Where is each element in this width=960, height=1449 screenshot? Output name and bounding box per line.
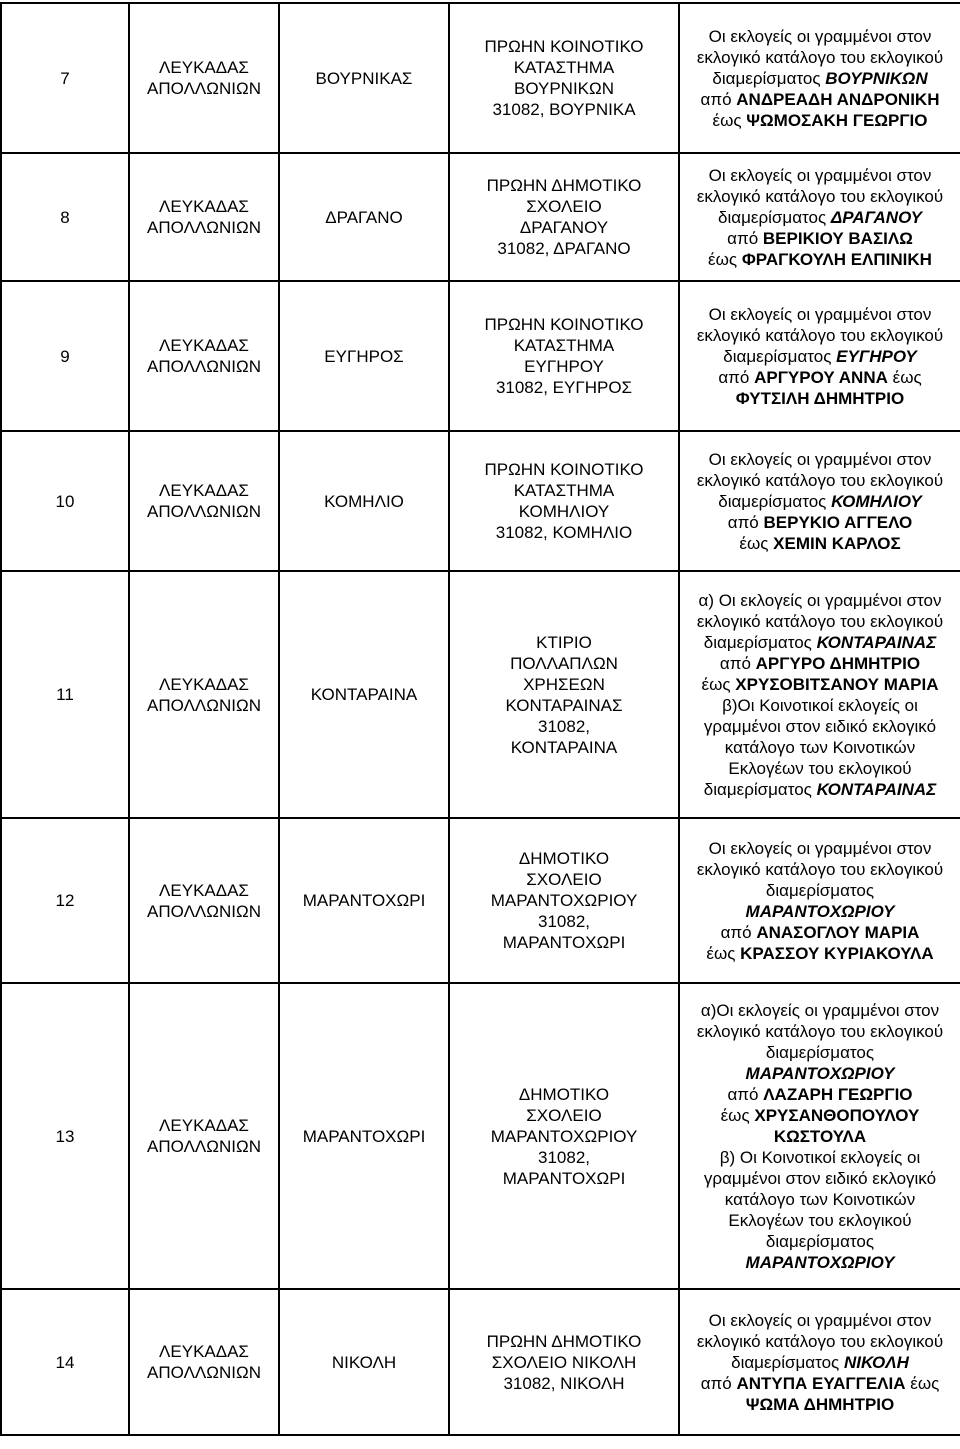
voters-line xyxy=(682,1210,958,1231)
voters-text: Εκλογέων του εκλογικού xyxy=(728,758,912,778)
municipality-line: ΑΠΟΛΛΩΝΙΩΝ xyxy=(147,218,261,237)
municipality-line: ΑΠΟΛΛΩΝΙΩΝ xyxy=(147,695,261,715)
voters-range-cell xyxy=(679,571,960,818)
voters-line xyxy=(682,1063,958,1084)
voters-text: διαμερίσματος xyxy=(765,1042,875,1062)
voters-text: έως xyxy=(720,1105,755,1125)
voters-highlight-text: ΚΩΣΤΟΥΛΑ xyxy=(773,1126,867,1146)
voters-line xyxy=(682,449,958,470)
polling-location-cell xyxy=(449,3,679,153)
municipality-cell xyxy=(129,431,279,571)
voters-line xyxy=(682,653,958,674)
location-line: ΚΟΝΤΑΡΑΙΝΑ xyxy=(510,737,618,757)
voters-highlight-text: ΚΟΝΤΑΡΑΙΝΑΣ xyxy=(816,632,937,652)
municipality-line: ΛΕΥΚΑΔΑΣ xyxy=(159,481,249,500)
voters-line xyxy=(682,388,958,409)
voters-line xyxy=(682,1252,958,1273)
location-line: ΧΡΗΣΕΩΝ xyxy=(523,674,605,694)
voters-text: έως xyxy=(708,249,742,269)
municipality-line: ΛΕΥΚΑΔΑΣ xyxy=(159,58,249,77)
voters-line xyxy=(682,1105,958,1126)
voters-highlight-text: ΦΥΤΣΙΛΗ ΔΗΜΗΤΡΙΟ xyxy=(735,388,905,408)
voters-line xyxy=(682,1147,958,1168)
voters-text: εκλογικό κατάλογο του εκλογικού xyxy=(696,1331,944,1351)
location-line: ΠΡΩΗΝ ΚΟΙΝΟΤΙΚΟ xyxy=(484,315,644,334)
location-line: ΜΑΡΑΝΤΟΧΩΡΙ xyxy=(502,933,626,952)
voters-text: από xyxy=(718,367,755,387)
voters-text: εκλογικό κατάλογο του εκλογικού xyxy=(696,325,944,345)
voters-highlight-text: ΑΝΑΣΟΓΛΟΥ ΜΑΡΙΑ xyxy=(756,922,920,942)
location-line: 31082, ΔΡΑΓΑΝΟ xyxy=(497,239,631,258)
location-line: ΜΑΡΑΝΤΟΧΩΡΙΟΥ xyxy=(490,891,638,910)
voters-text: διαμερίσματος xyxy=(712,68,826,88)
voters-highlight-text: ΒΟΥΡΝΙΚΩΝ xyxy=(825,68,928,88)
voters-line xyxy=(682,1168,958,1189)
voters-text: από xyxy=(727,1084,764,1104)
row-number: 13 xyxy=(1,983,129,1289)
voters-text: διαμερίσματος xyxy=(718,491,832,511)
voters-text: διαμερίσματος xyxy=(731,1352,844,1372)
voters-text: από xyxy=(719,653,756,673)
table-row xyxy=(1,153,960,281)
voters-line xyxy=(682,758,958,779)
location-line: ΚΟΜΗΛΙΟΥ xyxy=(518,502,610,521)
locality-cell: ΜΑΡΑΝΤΟΧΩΡΙ xyxy=(279,983,449,1289)
voters-text: έως xyxy=(739,533,774,553)
voters-text: κατάλογο των Κοινοτικών xyxy=(724,737,916,757)
table-row xyxy=(1,3,960,153)
polling-location-cell xyxy=(449,571,679,818)
row-number: 14 xyxy=(1,1289,129,1435)
location-line: ΠΡΩΗΝ ΔΗΜΟΤΙΚΟ xyxy=(486,176,642,195)
voters-highlight-text: ΕΥΓΗΡΟΥ xyxy=(836,346,917,366)
voters-line xyxy=(682,1126,958,1147)
voters-line xyxy=(682,1084,958,1105)
voters-text: γραμμένοι στον ειδικό εκλογικό xyxy=(703,1168,937,1188)
voters-line xyxy=(682,470,958,491)
locality-cell: ΕΥΓΗΡΟΣ xyxy=(279,281,449,431)
voters-line xyxy=(682,922,958,943)
polling-location-cell xyxy=(449,1289,679,1435)
voters-range-cell xyxy=(679,281,960,431)
voters-line xyxy=(682,26,958,47)
location-line: ΚΑΤΑΣΤΗΜΑ xyxy=(513,58,615,77)
voters-line xyxy=(682,674,958,695)
voters-range-cell xyxy=(679,983,960,1289)
voters-line xyxy=(682,716,958,737)
voters-text: έως xyxy=(706,943,741,963)
voters-range-cell xyxy=(679,431,960,571)
voters-line xyxy=(682,533,958,554)
voters-line xyxy=(682,47,958,68)
location-line: 31082, ΒΟΥΡΝΙΚΑ xyxy=(492,100,636,119)
voters-text: Οι εκλογείς οι γραμμένοι στον xyxy=(708,838,932,858)
voters-text: από xyxy=(700,89,737,109)
polling-location-cell xyxy=(449,281,679,431)
voters-highlight-text: ΨΩΜΟΣΑΚΗ ΓΕΩΡΓΙΟ xyxy=(746,110,928,130)
voters-line xyxy=(682,1000,958,1021)
voters-line xyxy=(682,1310,958,1331)
voters-line xyxy=(682,1231,958,1252)
location-line: 31082, xyxy=(538,1147,590,1167)
voters-line xyxy=(682,779,958,800)
voters-text: α) Οι εκλογείς οι γραμμένοι στον xyxy=(698,590,942,610)
locality-cell: ΒΟΥΡΝΙΚΑΣ xyxy=(279,3,449,153)
municipality-cell xyxy=(129,818,279,983)
voters-text: έως xyxy=(887,367,922,387)
polling-location-cell xyxy=(449,818,679,983)
location-line: ΚΤΙΡΙΟ xyxy=(536,632,592,652)
location-line: 31082, ΝΙΚΟΛΗ xyxy=(503,1373,625,1393)
locality-cell: ΚΟΝΤΑΡΑΙΝΑ xyxy=(279,571,449,818)
voters-text: έως xyxy=(701,674,736,694)
voters-text: έως xyxy=(905,1373,940,1393)
voters-text: διαμερίσματος xyxy=(703,779,817,799)
voters-text: εκλογικό κατάλογο του εκλογικού xyxy=(696,611,944,631)
voters-line xyxy=(682,1373,958,1394)
voters-highlight-text: ΦΡΑΓΚΟΥΛΗ ΕΛΠΙΝΙΚΗ xyxy=(741,249,932,269)
voters-text: διαμερίσματος xyxy=(765,880,875,900)
municipality-line: ΑΠΟΛΛΩΝΙΩΝ xyxy=(147,79,261,98)
voters-text: β)Οι Κοινοτικοί εκλογείς οι xyxy=(722,695,918,715)
polling-stations-table xyxy=(0,2,960,1436)
locality-cell: ΜΑΡΑΝΤΟΧΩΡΙ xyxy=(279,818,449,983)
municipality-line: ΛΕΥΚΑΔΑΣ xyxy=(159,1116,249,1135)
voters-highlight-text: ΜΑΡΑΝΤΟΧΩΡΙΟΥ xyxy=(745,901,895,921)
voters-line xyxy=(682,165,958,186)
voters-line xyxy=(682,186,958,207)
polling-location-cell xyxy=(449,983,679,1289)
voters-highlight-text: ΑΡΓΥΡΟΥ ΑΝΝΑ xyxy=(754,367,888,387)
voters-line xyxy=(682,228,958,249)
voters-text: από xyxy=(720,922,757,942)
voters-text: διαμερίσματος xyxy=(703,632,817,652)
voters-highlight-text: ΧΡΥΣΟΒΙΤΣΑΝΟΥ ΜΑΡΙΑ xyxy=(735,674,939,694)
municipality-cell xyxy=(129,281,279,431)
voters-line xyxy=(682,859,958,880)
municipality-cell xyxy=(129,571,279,818)
location-line: ΚΑΤΑΣΤΗΜΑ xyxy=(513,481,615,500)
voters-highlight-text: ΧΕΜΙΝ ΚΑΡΛΟΣ xyxy=(773,533,901,553)
voters-highlight-text: ΚΡΑΣΣΟΥ ΚΥΡΙΑΚΟΥΛΑ xyxy=(740,943,934,963)
location-line: ΠΡΩΗΝ ΚΟΙΝΟΤΙΚΟ xyxy=(484,460,644,479)
voters-line xyxy=(682,1394,958,1415)
location-line: ΣΧΟΛΕΙΟ xyxy=(526,197,602,216)
voters-text: Εκλογέων του εκλογικού xyxy=(728,1210,912,1230)
location-line: 31082, ΕΥΓΗΡΟΣ xyxy=(495,378,633,397)
table-row xyxy=(1,571,960,818)
voters-text: εκλογικό κατάλογο του εκλογικού xyxy=(696,470,944,490)
voters-line xyxy=(682,68,958,89)
municipality-cell xyxy=(129,153,279,281)
location-line: 31082, ΚΟΜΗΛΙΟ xyxy=(495,523,633,542)
location-line: ΕΥΓΗΡΟΥ xyxy=(524,357,604,376)
voters-line xyxy=(682,1331,958,1352)
locality-cell: ΚΟΜΗΛΙΟ xyxy=(279,431,449,571)
location-line: ΚΟΝΤΑΡΑΙΝΑΣ xyxy=(505,695,623,715)
voters-text: διαμερίσματος xyxy=(718,207,831,227)
table-row xyxy=(1,431,960,571)
voters-highlight-text: ΧΡΥΣΑΝΘΟΠΟΥΛΟΥ xyxy=(754,1105,920,1125)
locality-cell: ΝΙΚΟΛΗ xyxy=(279,1289,449,1435)
municipality-line: ΑΠΟΛΛΩΝΙΩΝ xyxy=(147,901,261,921)
row-number: 9 xyxy=(1,281,129,431)
voters-text: εκλογικό κατάλογο του εκλογικού xyxy=(696,1021,944,1041)
voters-highlight-text: ΜΑΡΑΝΤΟΧΩΡΙΟΥ xyxy=(745,1063,895,1083)
location-line: ΔΡΑΓΑΝΟΥ xyxy=(519,218,609,237)
voters-text: διαμερίσματος xyxy=(765,1231,875,1251)
voters-highlight-text: ΝΙΚΟΛΗ xyxy=(843,1352,909,1372)
voters-line xyxy=(682,346,958,367)
location-line: 31082, xyxy=(538,912,590,931)
polling-location-cell xyxy=(449,153,679,281)
voters-range-cell xyxy=(679,1289,960,1435)
location-line: ΠΡΩΗΝ ΚΟΙΝΟΤΙΚΟ xyxy=(484,37,644,56)
voters-highlight-text: ΑΝΤΥΠΑ ΕΥΑΓΓΕΛΙΑ xyxy=(736,1373,906,1393)
voters-text: α)Οι εκλογείς οι γραμμένοι στον xyxy=(700,1000,940,1020)
voters-line xyxy=(682,1352,958,1373)
voters-line xyxy=(682,1189,958,1210)
voters-text: κατάλογο των Κοινοτικών xyxy=(724,1189,916,1209)
location-line: ΔΗΜΟΤΙΚΟ xyxy=(518,1084,610,1104)
polling-location-cell xyxy=(449,431,679,571)
voters-line xyxy=(682,901,958,922)
voters-highlight-text: ΛΑΖΑΡΗ ΓΕΩΡΓΙΟ xyxy=(763,1084,913,1104)
municipality-line: ΛΕΥΚΑΔΑΣ xyxy=(159,674,249,694)
voters-text: έως xyxy=(712,110,747,130)
voters-line xyxy=(682,880,958,901)
row-number: 12 xyxy=(1,818,129,983)
voters-line xyxy=(682,491,958,512)
municipality-line: ΛΕΥΚΑΔΑΣ xyxy=(159,1342,249,1361)
voters-text: β) Οι Κοινοτικοί εκλογείς οι xyxy=(719,1147,921,1167)
voters-line xyxy=(682,367,958,388)
voters-line xyxy=(682,325,958,346)
table-row xyxy=(1,818,960,983)
voters-text: από xyxy=(700,1373,737,1393)
voters-highlight-text: ΚΟΝΤΑΡΑΙΝΑΣ xyxy=(816,779,937,799)
location-line: ΚΑΤΑΣΤΗΜΑ xyxy=(513,336,615,355)
location-line: ΠΡΩΗΝ ΔΗΜΟΤΙΚΟ xyxy=(486,1331,642,1351)
municipality-cell xyxy=(129,1289,279,1435)
row-number: 7 xyxy=(1,3,129,153)
voters-text: εκλογικό κατάλογο του εκλογικού xyxy=(696,859,944,879)
voters-text: Οι εκλογείς οι γραμμένοι στον xyxy=(708,165,932,185)
voters-line xyxy=(682,1042,958,1063)
voters-line xyxy=(682,611,958,632)
voters-line xyxy=(682,632,958,653)
voters-text: γραμμένοι στον ειδικό εκλογικό xyxy=(703,716,937,736)
voters-text: από xyxy=(727,228,763,248)
voters-line xyxy=(682,838,958,859)
voters-text: εκλογικό κατάλογο του εκλογικού xyxy=(696,186,944,206)
voters-text: εκλογικό κατάλογο του εκλογικού xyxy=(696,47,944,67)
voters-line xyxy=(682,737,958,758)
location-line: ΣΧΟΛΕΙΟ xyxy=(526,1105,602,1125)
location-line: ΜΑΡΑΝΤΟΧΩΡΙ xyxy=(502,1168,626,1188)
location-line: ΒΟΥΡΝΙΚΩΝ xyxy=(513,79,615,98)
voters-line xyxy=(682,207,958,228)
location-line: ΔΗΜΟΤΙΚΟ xyxy=(518,849,610,868)
voters-range-cell xyxy=(679,3,960,153)
voters-line xyxy=(682,590,958,611)
voters-text: διαμερίσματος xyxy=(723,346,837,366)
location-line: ΣΧΟΛΕΙΟ ΝΙΚΟΛΗ xyxy=(491,1352,637,1372)
voters-line xyxy=(682,249,958,270)
voters-highlight-text: ΑΡΓΥΡΟ ΔΗΜΗΤΡΙΟ xyxy=(755,653,921,673)
municipality-line: ΛΕΥΚΑΔΑΣ xyxy=(159,880,249,900)
voters-text: Οι εκλογείς οι γραμμένοι στον xyxy=(708,26,932,46)
municipality-line: ΑΠΟΛΛΩΝΙΩΝ xyxy=(147,502,261,521)
table-row xyxy=(1,281,960,431)
municipality-line: ΑΠΟΛΛΩΝΙΩΝ xyxy=(147,1363,261,1382)
table-body xyxy=(1,3,960,1435)
location-line: ΜΑΡΑΝΤΟΧΩΡΙΟΥ xyxy=(490,1126,638,1146)
location-line: ΠΟΛΛΑΠΛΩΝ xyxy=(510,653,618,673)
municipality-line: ΛΕΥΚΑΔΑΣ xyxy=(159,197,249,216)
voters-text: Οι εκλογείς οι γραμμένοι στον xyxy=(708,1310,932,1330)
municipality-line: ΛΕΥΚΑΔΑΣ xyxy=(159,336,249,355)
voters-highlight-text: ΒΕΡΙΚΙΟΥ ΒΑΣΙΛΩ xyxy=(762,228,913,248)
voters-range-cell xyxy=(679,153,960,281)
voters-highlight-text: ΔΡΑΓΑΝΟΥ xyxy=(830,207,922,227)
table-row xyxy=(1,983,960,1289)
row-number: 10 xyxy=(1,431,129,571)
voters-text: Οι εκλογείς οι γραμμένοι στον xyxy=(708,449,932,469)
municipality-cell xyxy=(129,983,279,1289)
voters-highlight-text: ΚΟΜΗΛΙΟΥ xyxy=(831,491,922,511)
voters-text: Οι εκλογείς οι γραμμένοι στον xyxy=(708,304,932,324)
voters-line xyxy=(682,110,958,131)
municipality-line: ΑΠΟΛΛΩΝΙΩΝ xyxy=(147,1137,261,1156)
voters-text: από xyxy=(727,512,764,532)
voters-line xyxy=(682,943,958,964)
voters-highlight-text: ΨΩΜΑ ΔΗΜΗΤΡΙΟ xyxy=(745,1394,895,1414)
row-number: 8 xyxy=(1,153,129,281)
voters-highlight-text: ΜΑΡΑΝΤΟΧΩΡΙΟΥ xyxy=(745,1252,895,1272)
voters-highlight-text: ΑΝΔΡΕΑΔΗ ΑΝΔΡΟΝΙΚΗ xyxy=(736,89,940,109)
location-line: ΣΧΟΛΕΙΟ xyxy=(526,870,602,889)
row-number: 11 xyxy=(1,571,129,818)
municipality-line: ΑΠΟΛΛΩΝΙΩΝ xyxy=(147,357,261,376)
voters-line xyxy=(682,1021,958,1042)
municipality-cell xyxy=(129,3,279,153)
location-line: 31082, xyxy=(538,716,590,736)
voters-line xyxy=(682,304,958,325)
voters-line xyxy=(682,512,958,533)
voters-highlight-text: ΒΕΡΥΚΙΟ ΑΓΓΕΛΟ xyxy=(763,512,913,532)
locality-cell: ΔΡΑΓΑΝΟ xyxy=(279,153,449,281)
voters-line xyxy=(682,89,958,110)
table-row xyxy=(1,1289,960,1435)
voters-range-cell xyxy=(679,818,960,983)
voters-line xyxy=(682,695,958,716)
